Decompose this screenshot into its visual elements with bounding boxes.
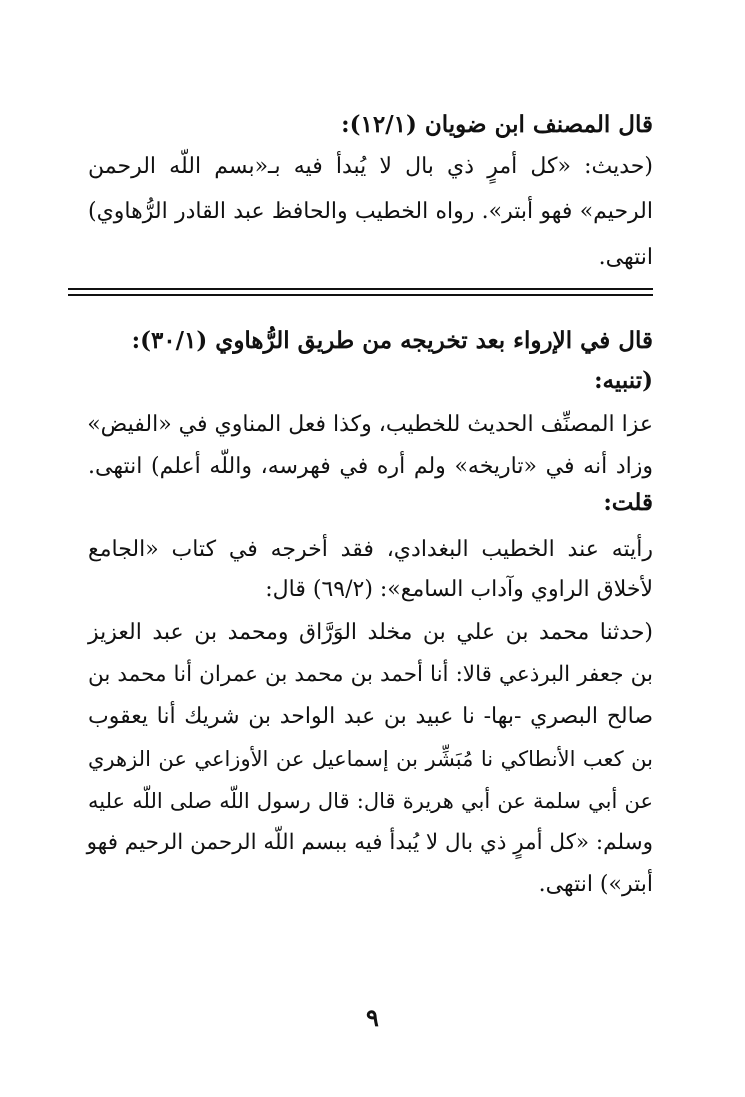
section3-heading: قلت:: [603, 489, 653, 516]
section3-line-7: عن أبي سلمة عن أبي هريرة قال: قال رسول اللّه صلى اللّه عليه: [88, 789, 653, 813]
section2-heading: قال في الإرواء بعد تخريجه من طريق الرُّهاوي (٣٠/١):: [131, 327, 653, 354]
separator-rule-bottom: [68, 294, 653, 296]
section3-line-8: وسلم: «كل أمرٍ ذي بال لا يُبدأ فيه ببسم اللّه الرحمن الرحيم فهو: [86, 830, 653, 855]
section2-line-1: عزا المصنِّف الحديث للخطيب، وكذا فعل المناوي في «الفيض»: [87, 412, 653, 437]
section3-line-3: (حدثنا محمد بن علي بن مخلد الوَرَّاق ومحمد بن عبد العزيز: [88, 620, 653, 645]
section1-heading: قال المصنف ابن ضويان (١٢/١):: [341, 111, 653, 138]
section1-line-3: انتهى.: [598, 245, 653, 270]
section1-line-2: الرحيم» فهو أبتر». رواه الخطيب والحافظ عبد القادر الرُّهاوي): [88, 199, 653, 224]
section3-line-9: أبتر») انتهى.: [538, 872, 653, 897]
section3-line-1: رأيته عند الخطيب البغدادي، فقد أخرجه في كتاب «الجامع: [88, 537, 653, 562]
separator-rule-top: [68, 288, 653, 290]
section3-line-4: بن جعفر البرذعي قالا: أنا أحمد بن محمد بن عمران أنا محمد بن: [88, 662, 653, 687]
section3-line-6: بن كعب الأنطاكي نا مُبَشِّر بن إسماعيل عن الأوزاعي عن الزهري: [88, 747, 653, 771]
section1-line-1: (حديث: «كل أمرٍ ذي بال لا يُبدأ فيه بـ«بسم اللّه الرحمن: [88, 154, 653, 179]
page-number: ٩: [366, 1003, 379, 1032]
section2-line-2: وزاد أنه في «تاريخه» ولم أره في فهرسه، واللّه أعلم) انتهى.: [88, 454, 653, 479]
section3-line-2: لأخلاق الراوي وآداب السامع»: (٦٩/٢) قال:: [265, 577, 653, 602]
section2-subheading: (تنبيه:: [594, 367, 653, 394]
section3-line-5: صالح البصري -بها- نا عبيد بن عبد الواحد بن شريك أنا يعقوب: [88, 704, 653, 729]
